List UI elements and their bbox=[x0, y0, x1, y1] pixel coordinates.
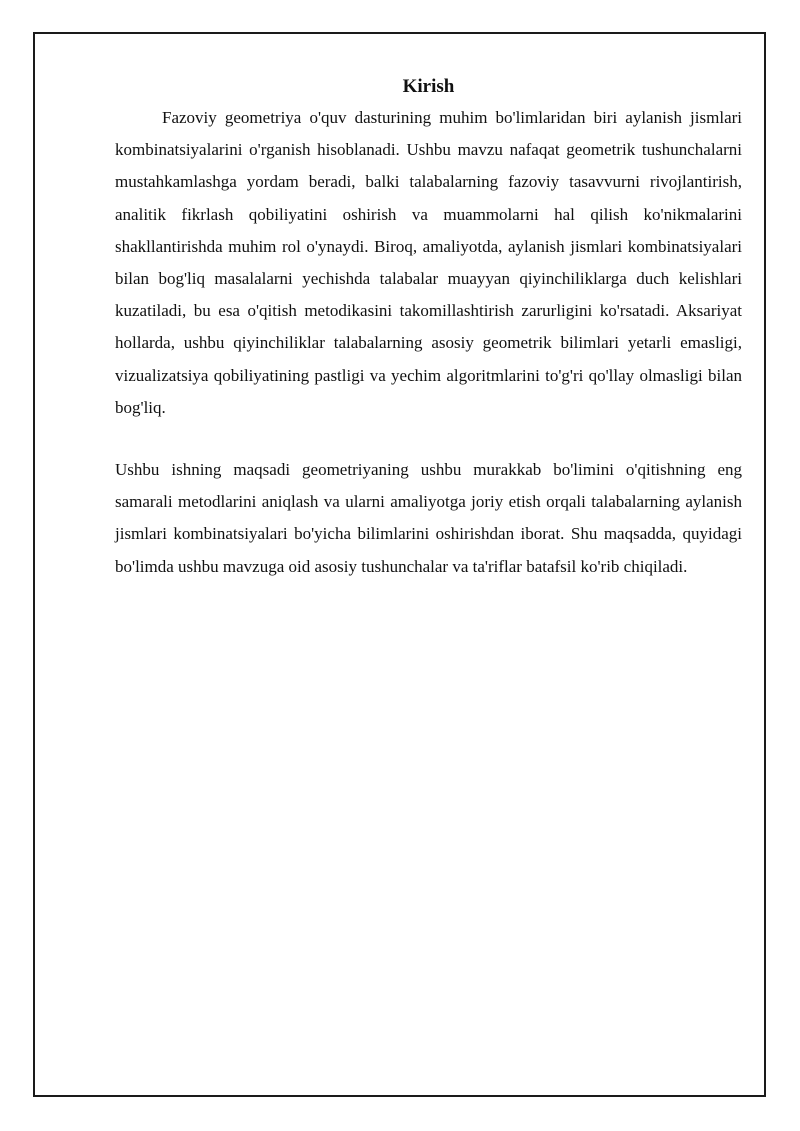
paragraph-intro: Fazoviy geometriya o'quv dasturining muhim bo'limlaridan biri aylanish jismlari kombinatsiyalarini o'rganish hisoblanadi. Ushbu mavzu nafaqat geometrik tushunchalarni mustahkamlashga yordam beradi, balki talabalarning fazoviy tasavvurni rivojlantirish, analitik fikrlash qobiliyatini oshirish va muammolarni hal qilish ko'nikmalarini shakllantirishda muhim rol o'ynaydi. Biroq, amaliyotda, aylanish jismlari kombinatsiyalari bilan bog'liq masalalarni yechishda talabalar muayyan qiyinchiliklarga duch kelishlari kuzatiladi, bu esa o'qitish metodikasini takomillashtirish zarurligini ko'rsatadi. Aksariyat hollarda, ushbu qiyinchiliklar talabalarning asosiy geometrik bilimlari yetarli emasligi, vizualizatsiya qobiliyatining pastligi va yechim algoritmlarini to'g'ri qo'llay olmasligi bilan bog'liq. bbox=[115, 108, 742, 417]
paragraph-goal: Ushbu ishning maqsadi geometriyaning ushbu murakkab bo'limini o'qitishning eng samarali metodlarini aniqlash va ularni amaliyotga joriy etish orqali talabalarning aylanish jismlari kombinatsiyalari bo'yicha bilimlarini oshirishdan iborat. Shu maqsadda, quyidagi bo'limda ushbu mavzuga oid asosiy tushunchalar va ta'riflar batafsil ko'rib chiqiladi. bbox=[115, 460, 742, 576]
paragraph-spacer bbox=[115, 424, 742, 454]
section-title: Kirish bbox=[402, 76, 455, 97]
document-body bbox=[115, 74, 742, 583]
